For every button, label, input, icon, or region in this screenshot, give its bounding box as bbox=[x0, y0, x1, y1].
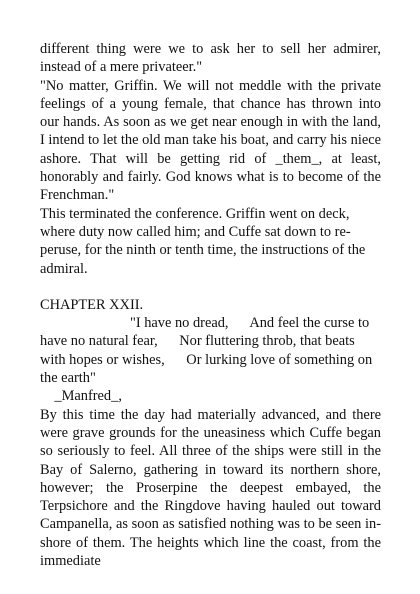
epigraph-attribution: _Manfred_, bbox=[40, 388, 122, 405]
paragraph-privateer: different thing were we to ask her to sell her admirer, instead of a mere privateer." bbox=[40, 41, 381, 76]
paragraph-conference: This terminated the conference. Griffin went on deck, where duty now called him; and Cuffe sat down to re-peruse, for the ninth or tenth time, the instructions of the admiral. bbox=[40, 205, 366, 277]
chapter-heading: CHAPTER XXII. bbox=[40, 296, 144, 313]
paragraph-griffin-dialogue: "No matter, Griffin. We will not meddle with the private feelings of a young female, that chance has thrown into our hands. As soon as we get near enough in with the land, I intend to let the old man take his boat, and carry his niece ashore. That will be getting rid of _them_, at least, honorably and fairly. God knows what is to become of the Frenchman." bbox=[40, 77, 381, 204]
epigraph: "I have no dread, And feel the curse to have no natural fear, Nor fluttering throb, that beats with hopes or wishes, Or lurking love of something on the earth" bbox=[40, 315, 376, 387]
paragraph-bay-of-salerno: By this time the day had materially advanced, and there were grave grounds for the uneasiness which Cuffe began so seriously to feel. All three of the ships were still in the Bay of Salerno, gathering in toward its northern shore, however; the Proserpine the deepest embayed, the Terpsichore and the Ringdove having hauled out toward Campanella, as soon as satisfied nothing was to be seen in-shore of them. The heights which line the coast, from the immediate bbox=[40, 406, 381, 570]
section-break bbox=[40, 278, 381, 296]
book-page bbox=[40, 40, 381, 570]
